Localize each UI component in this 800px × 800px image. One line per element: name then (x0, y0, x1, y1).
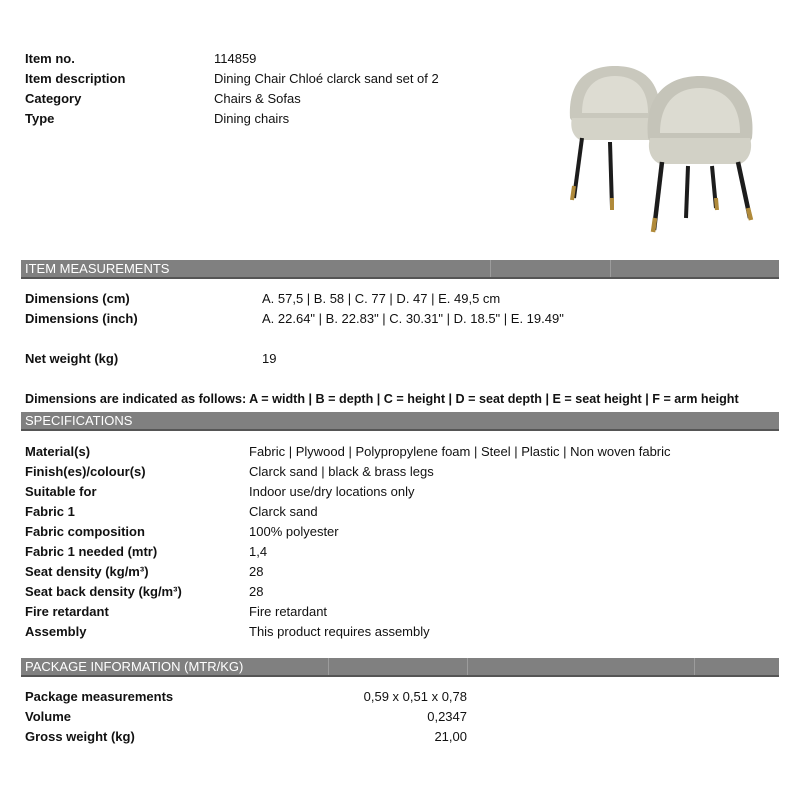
dimensions-legend: Dimensions are indicated as follows: A = width | B = depth | C = height | D = seat depth | E = seat height | F = arm height (25, 392, 739, 406)
package-information-header (21, 658, 779, 677)
spec-value: 1,4 (249, 544, 268, 559)
divider (490, 260, 491, 277)
category-label: Category (25, 91, 82, 106)
spec-label: Seat density (kg/m³) (25, 564, 149, 579)
item-measurements-header (21, 260, 779, 279)
spec-label: Fabric 1 needed (mtr) (25, 544, 158, 559)
spec-value: 28 (249, 564, 264, 579)
item-description-label: Item description (25, 71, 126, 86)
type-value: Dining chairs (214, 111, 290, 126)
net-weight-value: 19 (262, 351, 277, 366)
spec-label: Seat back density (kg/m³) (25, 584, 182, 599)
item-no-value: 114859 (214, 51, 257, 66)
item-measurements-title: ITEM MEASUREMENTS (25, 261, 170, 276)
package-label: Gross weight (kg) (25, 729, 135, 744)
divider (694, 658, 695, 675)
product-image (560, 58, 780, 238)
spec-label: Suitable for (25, 484, 97, 499)
spec-value: Fire retardant (249, 604, 328, 619)
spec-value: Clarck sand | black & brass legs (249, 464, 434, 479)
package-value: 21,00 (434, 729, 467, 744)
spec-value: Clarck sand (249, 504, 318, 519)
divider (467, 658, 468, 675)
dimensions-cm-value: A. 57,5 | B. 58 | C. 77 | D. 47 | E. 49,5 cm (262, 291, 501, 306)
spec-value: Fabric | Plywood | Polypropylene foam | Steel | Plastic | Non woven fabric (249, 444, 671, 459)
spec-label: Finish(es)/colour(s) (25, 464, 146, 479)
spec-label: Fabric composition (25, 524, 145, 539)
category-value: Chairs & Sofas (214, 91, 301, 106)
item-no-label: Item no. (25, 51, 75, 66)
package-value: 0,2347 (427, 709, 467, 724)
spec-value: Indoor use/dry locations only (249, 484, 415, 499)
item-description-value: Dining Chair Chloé clarck sand set of 2 (214, 71, 439, 86)
chair-front (648, 76, 753, 232)
chair-back (570, 66, 660, 210)
net-weight-label: Net weight (kg) (25, 351, 119, 366)
spec-label: Assembly (25, 624, 87, 639)
dimensions-inch-label: Dimensions (inch) (25, 311, 138, 326)
dimensions-inch-value: A. 22.64" | B. 22.83" | C. 30.31" | D. 18.5" | E. 19.49" (262, 311, 564, 326)
spec-label: Fire retardant (25, 604, 109, 619)
spec-value: 28 (249, 584, 264, 599)
specifications-title: SPECIFICATIONS (25, 413, 133, 428)
divider (610, 260, 611, 277)
spec-label: Material(s) (25, 444, 91, 459)
dimensions-cm-label: Dimensions (cm) (25, 291, 130, 306)
package-label: Package measurements (25, 689, 174, 704)
specifications-header (21, 412, 779, 431)
package-information-title: PACKAGE INFORMATION (MTR/KG) (25, 659, 244, 674)
spec-value: This product requires assembly (249, 624, 430, 639)
spec-value: 100% polyester (249, 524, 339, 539)
spec-label: Fabric 1 (25, 504, 75, 519)
package-value: 0,59 x 0,51 x 0,78 (363, 689, 467, 704)
type-label: Type (25, 111, 55, 126)
divider (328, 658, 329, 675)
package-label: Volume (25, 709, 71, 724)
